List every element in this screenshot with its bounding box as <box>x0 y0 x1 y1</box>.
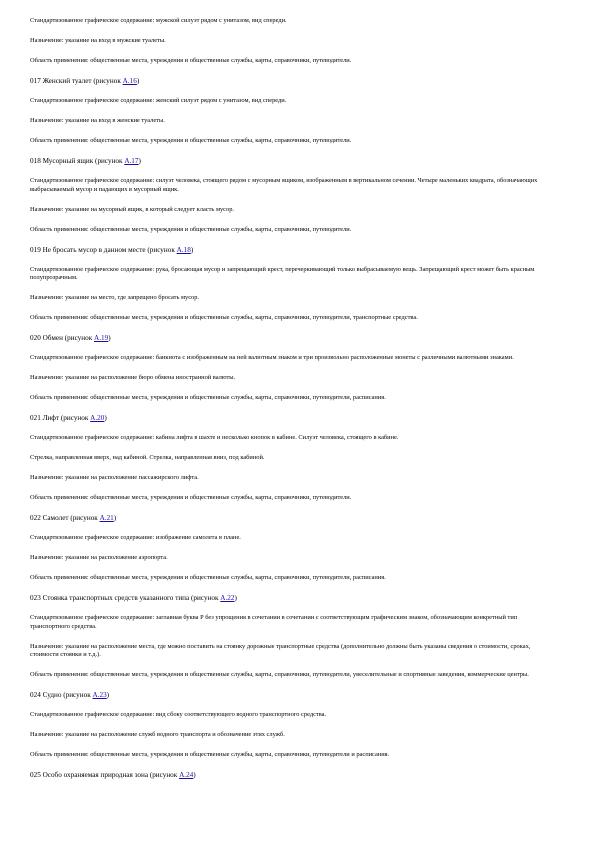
paragraph: Стандартизованное графическое содержание: вид сбоку соответствующего водного транспортного средства. <box>30 711 327 718</box>
figure-reference-link[interactable]: А.20 <box>90 414 105 422</box>
paragraph: Назначение: указание на место, где запрещено бросать мусор. <box>30 294 200 301</box>
section-heading <box>30 157 555 166</box>
section-heading <box>30 246 555 255</box>
heading-text: 023 Стоянка транспортных средств указанного типа (рисунок <box>30 594 221 602</box>
paragraph: Стандартизованное графическое содержание: изображение самолета в плане. <box>30 534 241 541</box>
figure-reference-link[interactable]: А.21 <box>99 514 114 522</box>
heading-tail: ) <box>193 771 196 779</box>
paragraph: Область применения: общественные места, учреждения и общественные службы, карты, справочники, путеводители. <box>30 225 352 233</box>
heading-text: 018 Мусорный ящик (рисунок <box>30 157 125 165</box>
section-heading <box>30 594 555 603</box>
section-heading <box>30 334 555 343</box>
section-heading <box>30 771 555 780</box>
figure-reference-link[interactable]: А.24 <box>179 771 194 779</box>
heading-tail: ) <box>113 514 117 522</box>
section-heading <box>30 414 555 423</box>
paragraph: Назначение: указание на вход в мужские туалеты. <box>30 37 166 44</box>
paragraph: Область применения: общественные места, учреждения и общественные службы, карты, справочники, путеводители и расписания. <box>30 751 390 758</box>
paragraph: Стандартизованное графическое содержание: заглавная буква Р без упрощения в сочетании в сочетании с соответствующим графическим знаком, обозначающим конкретный тип транспортного средства. <box>30 614 518 630</box>
heading-text: 020 Обмен (рисунок <box>30 334 94 342</box>
heading-text: 024 Судно (рисунок <box>30 691 93 699</box>
paragraph: Стандартизованное графическое содержание: женский силуэт рядом с унитазом, вид спереди. <box>30 97 287 104</box>
paragraph: Область применения: общественные места, учреждения и общественные службы, карты, справочники, путеводители, расписания. <box>30 574 386 581</box>
paragraph: Назначение: указание на расположение аэропорта. <box>30 554 168 561</box>
paragraph: Область применения: общественные места, учреждения и общественные службы, карты, справочники, путеводители. <box>30 57 352 64</box>
heading-tail: ) <box>108 334 111 342</box>
paragraph: Стрелка, направленная вверх, над кабиной. Стрелка, направленная вниз, под кабиной. <box>30 454 265 461</box>
paragraph: Стандартизованное графическое содержание: мужской силуэт рядом с унитазом, вид спереди. <box>30 17 287 24</box>
paragraph: Назначение: указание на расположение бюро обмена иностранной валюты. <box>30 374 236 381</box>
paragraph: Область применения: общественные места, учреждения и общественные службы, карты, справочники, путеводители, расписания. <box>30 394 386 401</box>
figure-reference-link[interactable]: А.16 <box>122 77 137 85</box>
paragraph: Стандартизованное графическое содержание: силуэт человека, стоящего рядом с мусорным ящиком, изображенным в вертикальном сечении. Четыре маленьких квадрата, обозначающих выбрасываемый мусор и падающих в мусорный ящик. <box>30 177 538 193</box>
heading-tail: ) <box>138 157 141 165</box>
heading-tail: ) <box>234 594 237 602</box>
heading-text: 022 Самолет (рисунок <box>30 514 100 522</box>
figure-reference-link[interactable]: А.17 <box>124 157 139 165</box>
section-heading <box>30 691 555 700</box>
paragraph: Стандартизованное графическое содержание: банкнота с изображенным на ней валютным знаком и три произвольно расположенные монеты с различными валютными знаками. <box>30 354 514 361</box>
heading-tail: ) <box>106 691 110 699</box>
heading-text: 017 Женский туалет (рисунок <box>30 77 123 85</box>
heading-tail: ) <box>104 414 107 422</box>
figure-reference-link[interactable]: А.18 <box>176 245 191 254</box>
section-heading <box>30 514 555 523</box>
paragraph: Стандартизованное графическое содержание: рука, бросающая мусор и запрещающий крест, перечеркивающий только выбрасываемую вещь. Запрещающий крест может быть красным полупрозрачным. <box>30 265 535 281</box>
heading-text: 021 Лифт (рисунок <box>30 414 91 422</box>
paragraph: Назначение: указание на вход в женские туалеты. <box>30 117 165 124</box>
figure-reference-link[interactable]: А.19 <box>94 334 109 342</box>
paragraph: Назначение: указание на расположение места, где можно поставить на стоянку дорожные транспортные средства (дополнительно должны быть указаны сведения о стоимости, сроках, стоимости стоянки и т.д.). <box>30 642 531 658</box>
paragraph: Область применения: общественные места, учреждения и общественные службы, карты, справочники, путеводители. <box>30 494 352 501</box>
paragraph: Назначение: указание на расположение пассажирского лифта. <box>30 474 199 481</box>
paragraph: Область применения: общественные места, учреждения и общественные службы, карты, справочники, путеводители, увеселительные и спортивные заведения, коммерческие центры. <box>30 671 529 678</box>
paragraph: Область применения: общественные места, учреждения и общественные службы, карты, справочники, путеводители. <box>30 137 352 144</box>
figure-reference-link[interactable]: А.23 <box>92 691 107 699</box>
paragraph: Область применения: общественные места, учреждения и общественные службы, карты, справочники, путеводители, транспортные средства. <box>30 314 418 321</box>
heading-tail: ) <box>136 77 140 85</box>
heading-tail: ) <box>190 245 194 254</box>
figure-reference-link[interactable]: А.22 <box>220 594 235 602</box>
paragraph: Стандартизованное графическое содержание: кабина лифта в шахте и несколько кнопок в кабине. Силуэт человека, стоящего в кабине. <box>30 434 399 441</box>
paragraph: Назначение: указание на расположение служб водного транспорта и обозначение этих служб. <box>30 731 285 738</box>
paragraph: Назначение: указание на мусорный ящик, в который следует класть мусор. <box>30 205 235 213</box>
heading-text: 019 Не бросать мусор в данном месте (рисунок <box>30 245 177 254</box>
heading-text: 025 Особо охраняемая природная зона (рисунок <box>30 771 180 779</box>
section-heading <box>30 77 555 86</box>
